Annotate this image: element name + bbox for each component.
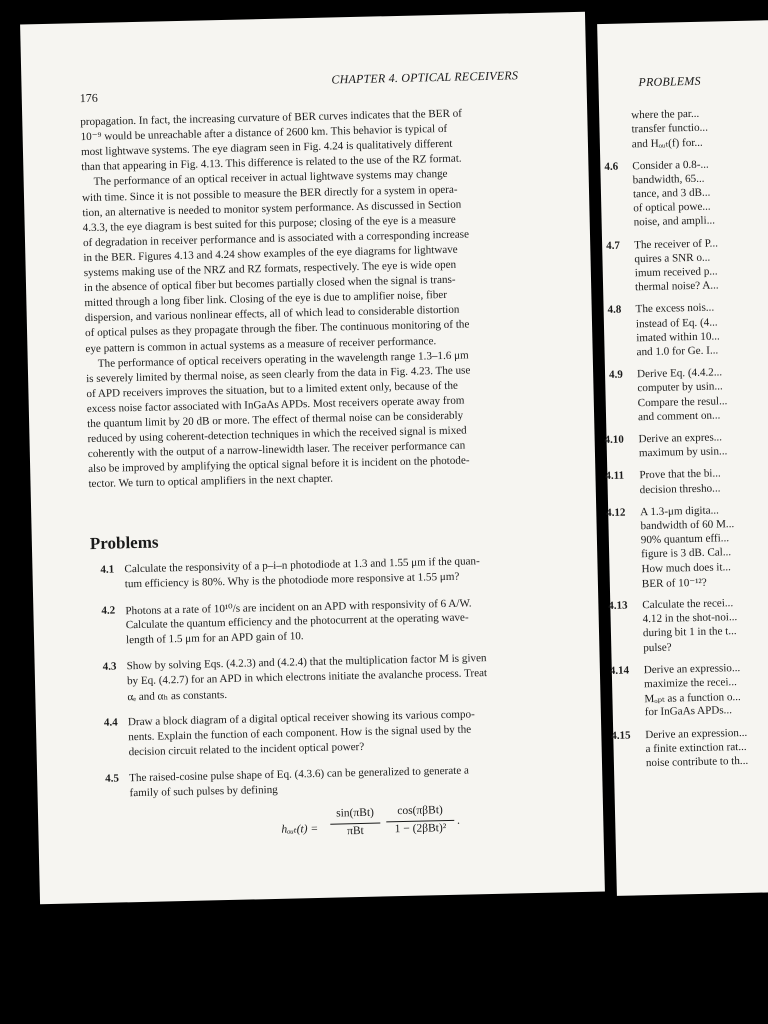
body-line: dispersion, and various nonlinear effects, all of which lead to considerable distortion — [84, 303, 460, 325]
problem-text-line: length of 1.5 μm for an APD gain of 10. — [125, 630, 304, 647]
equation-lhs: hₒᵤₜ(t) = — [281, 822, 319, 836]
right-text-line: imated within 10... — [636, 330, 720, 345]
right-text-line: thermal noise? A... — [634, 279, 719, 294]
body-line: reduced by using coherent-detection techniques in which the received signal is mixed — [87, 424, 467, 446]
problem-text-line: Draw a block diagram of a digital optical receiver showing its various compo- — [127, 708, 475, 729]
body-line: with time. Since it is not possible to measure the BER directly for a system in opera- — [81, 183, 458, 204]
right-text-line: instead of Eq. (4... — [635, 316, 718, 330]
problem-text-line: by Eq. (4.2.7) for an APD in which electrons initiate the avalanche process. Treat — [126, 667, 488, 688]
body-line: coherently with the output of a narrow-linewidth laser. The receiver performance can — [87, 439, 466, 461]
right-text-line: Derive an expressio... — [643, 661, 741, 677]
right-text-line: transfer functio... — [631, 121, 709, 136]
right-text-line: imum received p... — [634, 265, 718, 280]
body-line: propagation. In fact, the increasing curvature of BER curves indicates that the BER of — [80, 107, 463, 129]
problem-number: 4.4 — [103, 716, 118, 729]
body-line: of degradation in receiver performance and is associated with a corresponding increase — [82, 228, 470, 249]
problem-text-line: Calculate the quantum efficiency and the photocurrent at the operating wave- — [125, 611, 469, 632]
right-text-line: a finite extinction rat... — [645, 740, 747, 755]
right-text-line: Consider a 0.8-... — [632, 158, 709, 172]
body-line: tion, an alternative is needed to monitor system performance. As discussed in Section — [82, 198, 462, 219]
body-line: in the BER. Figures 4.13 and 4.24 show examples of the eye diagrams for lightwave — [83, 243, 458, 265]
right-problem-number: 4.13 — [608, 599, 628, 612]
right-problem-number: 4.8 — [607, 304, 622, 317]
problem-text-line: The raised-cosine pulse shape of Eq. (4.3.6) can be generalized to generate a — [129, 764, 470, 785]
body-line: most lightwave systems. The eye diagram seen in Fig. 4.24 is qualitatively different — [80, 137, 453, 159]
problem-text-line: αₑ and αₕ as constants. — [127, 689, 228, 704]
right-text-line: where the par... — [631, 107, 700, 122]
right-problem-number: 4.12 — [606, 506, 626, 519]
body-line: the quantum limit by 20 dB or more. The effect of thermal noise can be considerably — [87, 409, 464, 431]
right-problem-number: 4.9 — [608, 368, 623, 382]
right-text-line: maximum by usin... — [638, 445, 728, 460]
problems-heading: Problems — [89, 532, 159, 554]
right-text-line: Derive an expres... — [638, 431, 723, 446]
right-text-line: noise contribute to th... — [645, 754, 749, 770]
right-problem-number: 4.15 — [611, 729, 631, 742]
problem-text-line: tum efficiency is 80%. Why is the photodiode more responsive at 1.55 μm? — [124, 570, 460, 591]
problem-text-line: Calculate the responsivity of a p–i–n photodiode at 1.3 and 1.55 μm if the quan- — [124, 555, 480, 576]
problem-text-line: Show by solving Eqs. (4.2.3) and (4.2.4) that the multiplication factor M is given — [126, 652, 487, 673]
right-text-line: Derive an expression... — [645, 726, 748, 741]
right-problem-number: 4.11 — [605, 469, 625, 483]
right-text-line: maximize the recei... — [643, 676, 737, 691]
body-line: systems making use of the NRZ and RZ formats, respectively. The eye is wide open — [83, 258, 457, 280]
body-line: 4.3.3, the eye diagram is best suited for this purpose; closing of the eye is a measure — [82, 213, 456, 234]
right-text-line: A 1.3-μm digita... — [640, 504, 719, 519]
body-line: The performance of optical receivers operating in the wavelength range 1.3–1.6 μm — [97, 349, 469, 370]
right-problem-number: 4.6 — [604, 160, 619, 173]
problem-text-line: family of such pulses by defining — [129, 783, 278, 800]
right-text-line: for InGaAs APDs... — [644, 704, 733, 719]
right-text-line: and Hₒᵤₜ(f) for... — [631, 137, 703, 151]
page-number: 176 — [79, 90, 98, 106]
right-text-line: bandwidth of 60 M... — [640, 518, 735, 533]
body-line: of optical pulses as they propagate through the fiber. The continuous monitoring of the — [84, 318, 470, 340]
right-text-line: The receiver of P... — [634, 237, 719, 251]
right-problem-number: 4.10 — [604, 433, 624, 447]
body-line: than that appearing in Fig. 4.13. This difference is related to the use of the RZ format. — [81, 152, 462, 174]
right-running-head: PROBLEMS — [638, 73, 701, 90]
right-page — [597, 20, 768, 896]
right-text-line: tance, and 3 dB... — [632, 186, 711, 201]
body-line: is severely limited by thermal noise, as seen clearly from the data in Fig. 4.23. The use — [86, 364, 471, 385]
problem-text-line: Photons at a rate of 10¹⁰/s are incident on an APD with responsivity of 6 A/W. — [125, 597, 472, 618]
problem-number: 4.2 — [101, 604, 116, 617]
right-problem-number: 4.14 — [609, 664, 630, 677]
right-text-line: pulse? — [643, 641, 672, 654]
equation-period: . — [457, 814, 461, 827]
right-text-line: bandwidth, 65... — [632, 172, 705, 187]
right-text-line: 90% quantum effi... — [640, 532, 730, 547]
right-text-line: during bit 1 in the t... — [642, 625, 737, 640]
body-line: mitted through a long fiber link. Closing of the eye is due to amplifier noise, fiber — [84, 289, 448, 310]
body-line: eye pattern is common in actual systems as a measure of receiver performance. — [85, 334, 437, 355]
left-page — [20, 12, 605, 905]
equation-numerator-1: sin(πBt) — [336, 806, 375, 820]
right-text-line: Compare the resul... — [637, 394, 728, 409]
equation-numerator-2: cos(πβBt) — [397, 804, 443, 818]
body-line: also be improved by amplifying the optical signal before it is incident on the photode- — [88, 454, 470, 476]
right-text-line: and 1.0 for Ge. I... — [636, 344, 719, 359]
problem-text-line: nents. Explain the function of each component. How is the signal used by the — [128, 723, 472, 744]
body-line: tector. We turn to optical amplifiers in the next chapter. — [88, 472, 334, 491]
right-text-line: The excess nois... — [635, 301, 715, 316]
right-text-line: computer by usin... — [637, 380, 723, 395]
right-text-line: How much does it... — [641, 560, 731, 575]
right-text-line: Prove that the bi... — [639, 467, 721, 482]
right-text-line: quires a SNR o... — [634, 251, 711, 266]
body-line: in the absence of optical fiber but becomes partially closed when the signal is trans- — [83, 273, 456, 295]
equation-denominator-2: 1 − (2βBt)² — [394, 822, 447, 836]
running-head: CHAPTER 4. OPTICAL RECEIVERS — [331, 68, 519, 87]
problem-number: 4.5 — [105, 772, 120, 785]
body-line: The performance of an optical receiver in actual lightwave systems may change — [93, 168, 448, 189]
problem-number: 4.1 — [100, 563, 115, 576]
problem-number: 4.3 — [102, 660, 117, 673]
equation-denominator-1: πBt — [346, 824, 364, 838]
right-text-line: and comment on... — [637, 409, 721, 424]
right-text-line: decision thresho... — [639, 482, 721, 496]
right-text-line: of optical powe... — [633, 200, 711, 215]
body-line: excess noise factor associated with InGaAs APDs. Most receivers operate away from — [86, 394, 465, 415]
right-text-line: Derive Eq. (4.4.2... — [636, 366, 723, 381]
right-text-line: figure is 3 dB. Cal... — [641, 546, 732, 561]
problem-text-line: decision circuit related to the incident optical power? — [128, 740, 365, 759]
right-text-line: BER of 10⁻¹²? — [641, 576, 707, 591]
right-problem-number: 4.7 — [606, 239, 621, 252]
body-line: of APD receivers improves the situation, but to a limited extent only, because of the — [86, 379, 458, 400]
right-text-line: Calculate the recei... — [642, 597, 734, 612]
right-text-line: noise, and ampli... — [633, 214, 716, 229]
body-line: 10⁻⁹ would be unreachable after a distance of 2600 km. This behavior is typical of — [80, 122, 448, 144]
right-text-line: Mₒₚₜ as a function o... — [644, 691, 741, 706]
right-text-line: 4.12 in the shot-noi... — [642, 611, 738, 626]
